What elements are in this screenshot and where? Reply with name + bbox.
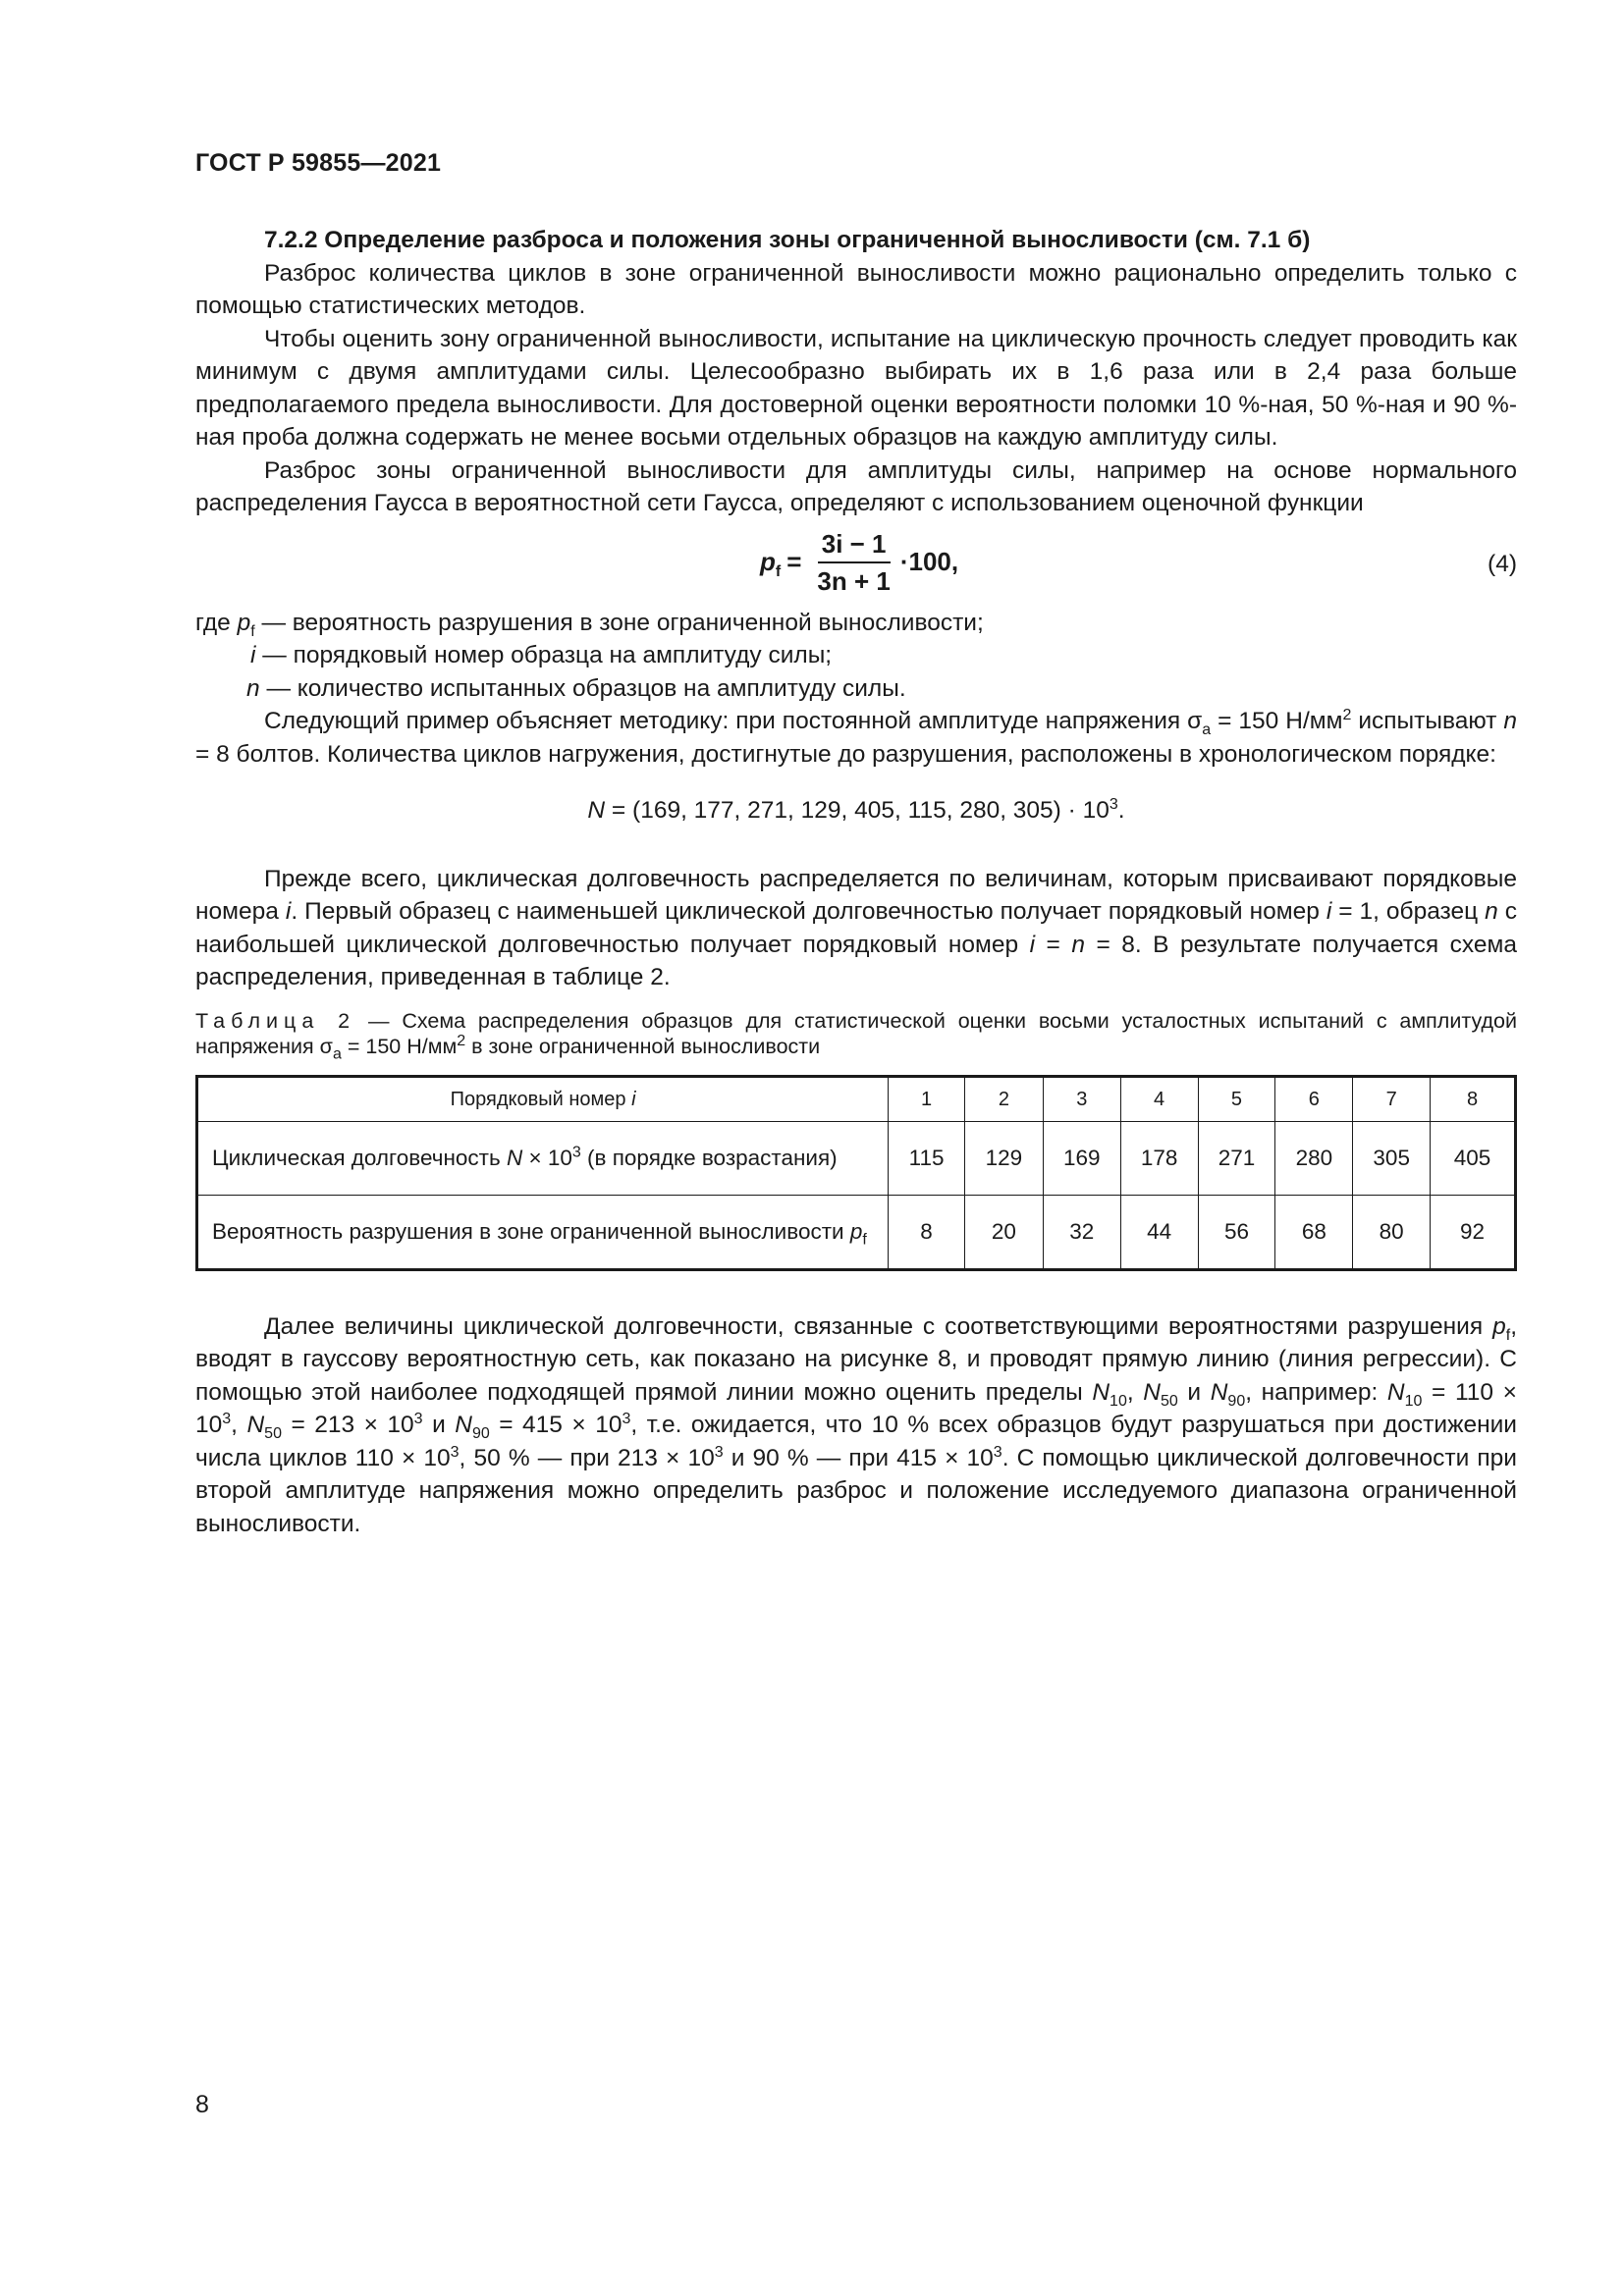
example-paragraph: Следующий пример объясняет методику: при постоянной амплитуде напряжения $\sigma_a = 150$ $Н/мм^2$ испытывают n = 8 болтов. Количества циклов нагружения, достигнутые до разрушения, расположены в хронологическом порядке: <box>195 706 1517 768</box>
document-standard-code: ГОСТ Р 59855—2021 <box>195 149 442 177</box>
formula-fraction <box>813 528 893 597</box>
conclusion-paragraph: Далее величины циклической долговечности, связанные с соответствующими вероятностями разрушения $p_f$, вводят в гауссову вероятностную сеть, как показано на рисунке 8, и проводят прямую линию (линия регрессии). С помощью этой наиболее подходящей прямой линии можно оценить пределы $N_{10}$, $N_{50}$ и $N_{90}$, например: $N_{10} = 110 \times 10^3$, $N_{50} = 213 \times 10^3$ и $N_{90} = 415 \times 10^3$, т.е. ожидается, что 10 % всех образцов будут разрушаться при достижении числа циклов $110 \times 10^3$, 50 % — при $213 \times 10^3$ и 90 % — при $415 \times 10^3$. С помощью циклической долговечности при второй амплитуде напряжения можно определить разброс и положение исследуемого диапазона ограниченной выносливости. <box>195 1312 1517 1537</box>
formula-lhs: p <box>760 546 776 576</box>
page-number: 8 <box>195 2091 209 2118</box>
table-row-probability <box>197 1195 1516 1269</box>
table-cell: 3 <box>1043 1076 1120 1121</box>
ordering-paragraph: Прежде всего, циклическая долговечность распределяется по величинам, которым присваивают порядковые номера i. Первый образец с наименьшей циклической долговечностью получает порядковый номер i = 1, образец n с наибольшей циклической долговечностью получает порядковый номер i = n = 8. В результате получается схема распределения, приведенная в таблице 2. <box>195 865 1518 990</box>
where-i: i — порядковый номер образца на амплитуду силы; <box>250 642 833 668</box>
table-cell: 1 <box>889 1076 965 1121</box>
formula-number: (4) <box>1488 550 1517 577</box>
table-cell: 305 <box>1353 1121 1431 1195</box>
table-cell: 20 <box>964 1195 1043 1269</box>
formula-equals: = <box>786 546 802 576</box>
table-row-cycles <box>197 1121 1516 1195</box>
paragraph-3: Разброс зоны ограниченной выносливости для амплитуды силы, например на основе нормального распределения Гаусса в вероятностной сети Гаусса, определяют с использованием оценочной функции <box>195 456 1517 516</box>
formula-denominator: 3n + 1 <box>817 565 891 596</box>
table-caption: Таблица 2 — Схема распределения образцов для статистической оценки восьми усталостных испытаний с амплитудой напряжения $\sigma_a = 150$ $Н/мм^2$ в зоне ограниченной выносливости <box>195 1008 1518 1062</box>
table-cell: 5 <box>1198 1076 1275 1121</box>
table-cell: 32 <box>1043 1195 1120 1269</box>
section-title: 7.2.2 Определение разброса и положения зоны ограниченной выносливости (см. 7.1 б) <box>264 227 1311 253</box>
table-cell: 405 <box>1431 1121 1516 1195</box>
table-header-row <box>197 1076 1516 1121</box>
table-cell: 129 <box>964 1121 1043 1195</box>
where-n: n — количество испытанных образцов на амплитуду силы. <box>246 674 906 702</box>
table-header-label: Порядковый номер i <box>197 1076 889 1121</box>
table-cell: 178 <box>1120 1121 1198 1195</box>
table-cell: 271 <box>1198 1121 1275 1195</box>
formula-expression <box>760 528 958 597</box>
formula-tail: ·100, <box>899 546 959 576</box>
table-cell: 8 <box>889 1195 965 1269</box>
table-cell: 169 <box>1043 1121 1120 1195</box>
table-cell: 6 <box>1275 1076 1353 1121</box>
table-row-label: Вероятность разрушения в зоне ограниченной выносливости $p_f$ <box>197 1195 889 1269</box>
page-content <box>195 224 1517 1540</box>
table-cell: 4 <box>1120 1076 1198 1121</box>
table-cell: 115 <box>889 1121 965 1195</box>
formula-4 <box>195 524 1517 605</box>
paragraph-2: Чтобы оценить зону ограниченной выносливости, испытание на циклическую прочность следует проводить как минимум с двумя амплитудами силы. Целесообразно выбирать их в 1,6 раза или в 2,4 раза больше предполагаемого предела выносливости. Для достоверной оценки вероятности поломки 10 %-ная, 50 %-ная и 90 %-ная проба должна содержать не менее восьми отдельных образцов на каждую амплитуду силы. <box>195 325 1517 451</box>
table-caption-label: Таблица 2 <box>195 1008 356 1033</box>
table-cell: 2 <box>964 1076 1043 1121</box>
table-cell: 80 <box>1353 1195 1431 1269</box>
table-cell: 56 <box>1198 1195 1275 1269</box>
paragraph-1: Разброс количества циклов в зоне ограниченной выносливости можно рационально определить только с помощью статистических методов. <box>195 259 1517 319</box>
cycle-count-line: N = (169, 177, 271, 129, 405, 115, 280, $305) \cdot 10^3$. <box>587 795 1125 824</box>
table-cell: 280 <box>1275 1121 1353 1195</box>
table-cell: 92 <box>1431 1195 1516 1269</box>
table-cell: 44 <box>1120 1195 1198 1269</box>
formula-lhs-sub: f <box>775 562 782 580</box>
where-pf: где $p_f$ — вероятность разрушения в зоне ограниченной выносливости; <box>195 609 984 640</box>
table-cell: 68 <box>1275 1195 1353 1269</box>
formula-numerator: 3i − 1 <box>818 528 891 563</box>
table-cell: 7 <box>1353 1076 1431 1121</box>
table-row-label: Циклическая долговечность $N \times 10^3$ (в порядке возрастания) <box>197 1121 889 1195</box>
distribution-table <box>195 1075 1517 1271</box>
table-cell: 8 <box>1431 1076 1516 1121</box>
